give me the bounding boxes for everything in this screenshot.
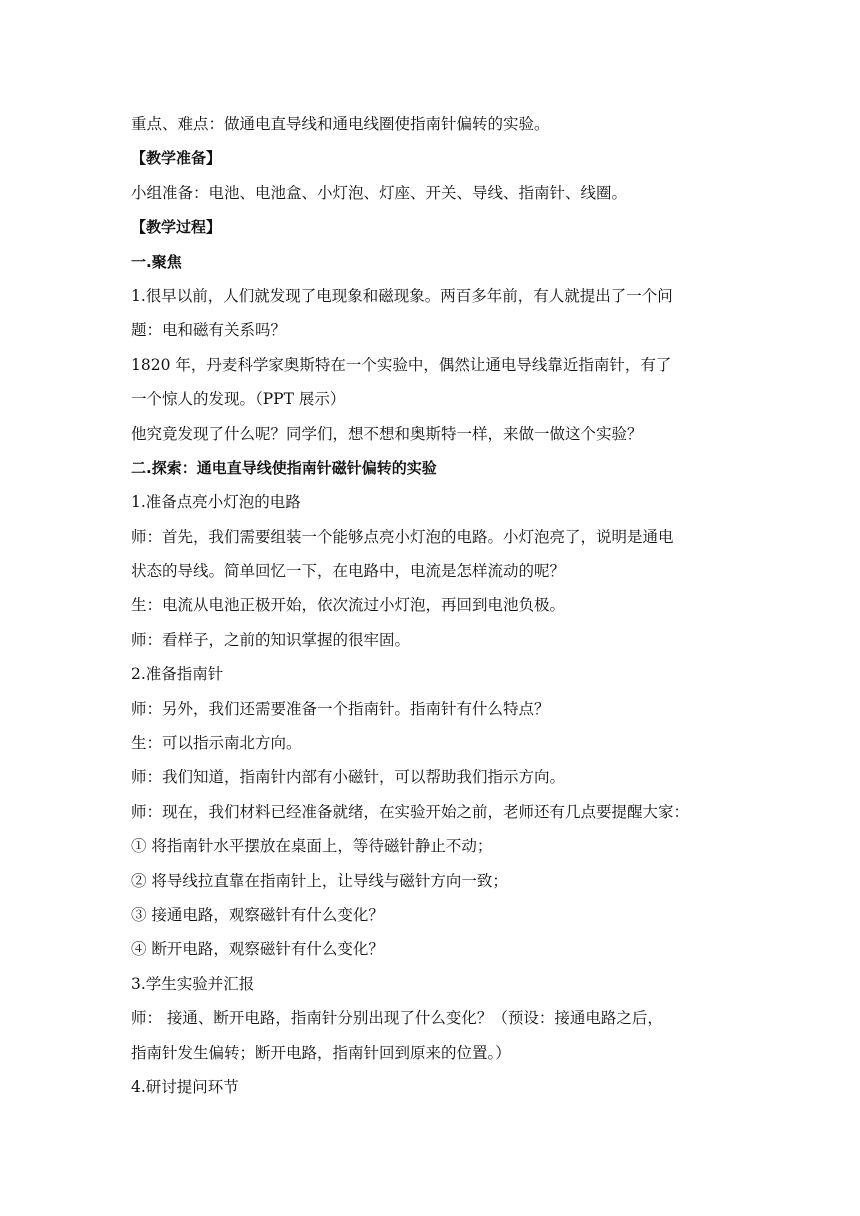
materials-line: 小组准备：电池、电池盒、小灯泡、灯座、开关、导线、指南针、线圈。 [131, 183, 628, 202]
dialogue-line: 生：电流从电池正极开始，依次流过小灯泡，再回到电池负极。 [131, 596, 566, 615]
numbered-item: ③ 接通电路，观察磁针有什么变化？ [131, 905, 384, 924]
numbered-item: ① 将指南针水平摆放在桌面上，等待磁针静止不动； [131, 837, 493, 856]
paragraph-line: 他究竟发现了什么呢？同学们，想不想和奥斯特一样，来做一做这个实验？ [131, 424, 643, 443]
step-heading: 1.准备点亮小灯泡的电路 [131, 493, 301, 512]
subheading-focus: 一.聚焦 [131, 252, 182, 271]
dialogue-line: 师：我们知道，指南针内部有小磁针，可以帮助我们指示方向。 [131, 768, 566, 787]
step-heading: 2.准备指南针 [131, 665, 224, 684]
dialogue-line: 师：首先，我们需要组装一个能够点亮小灯泡的电路。小灯泡亮了，说明是通电 [131, 527, 674, 546]
document-body [131, 107, 731, 1104]
dialogue-line: 生：可以指示南北方向。 [131, 734, 302, 753]
dialogue-line: 师：另外，我们还需要准备一个指南针。指南针有什么特点？ [131, 699, 550, 718]
paragraph-line: 1820 年，丹麦科学家奥斯特在一个实验中，偶然让通电导线靠近指南针，有了 [131, 355, 672, 374]
step-heading: 3.学生实验并汇报 [131, 974, 255, 993]
step-heading: 4.研讨提问环节 [131, 1077, 239, 1096]
dialogue-line: 师： 接通、断开电路，指南针分别出现了什么变化？（预设：接通电路之后， [131, 1009, 663, 1028]
numbered-item: ② 将导线拉直靠在指南针上，让导线与磁针方向一致； [131, 871, 508, 890]
section-heading-process: 【教学过程】 [131, 218, 222, 237]
dialogue-line: 师：现在，我们材料已经准备就绪，在实验开始之前，老师还有几点要提醒大家： [131, 802, 690, 821]
numbered-item: ④ 断开电路，观察磁针有什么变化？ [131, 940, 384, 959]
dialogue-line: 状态的导线。简单回忆一下，在电路中，电流是怎样流动的呢？ [131, 562, 566, 581]
paragraph-line: 题：电和磁有关系吗？ [131, 321, 287, 340]
paragraph-line: 一个惊人的发现。（PPT 展示） [131, 390, 346, 409]
dialogue-line: 指南针发生偏转；断开电路，指南针回到原来的位置。） [131, 1043, 511, 1062]
paragraph-line: 1.很早以前，人们就发现了电现象和磁现象。两百多年前，有人就提出了一个问 [131, 286, 673, 305]
dialogue-line: 师：看样子，之前的知识掌握的很牢固。 [131, 630, 411, 649]
section-heading-preparation: 【教学准备】 [131, 149, 222, 168]
focus-difficulty-line: 重点、难点：做通电直导线和通电线圈使指南针偏转的实验。 [131, 115, 550, 133]
subheading-explore: 二.探索：通电直导线使指南针磁针偏转的实验 [131, 458, 437, 477]
